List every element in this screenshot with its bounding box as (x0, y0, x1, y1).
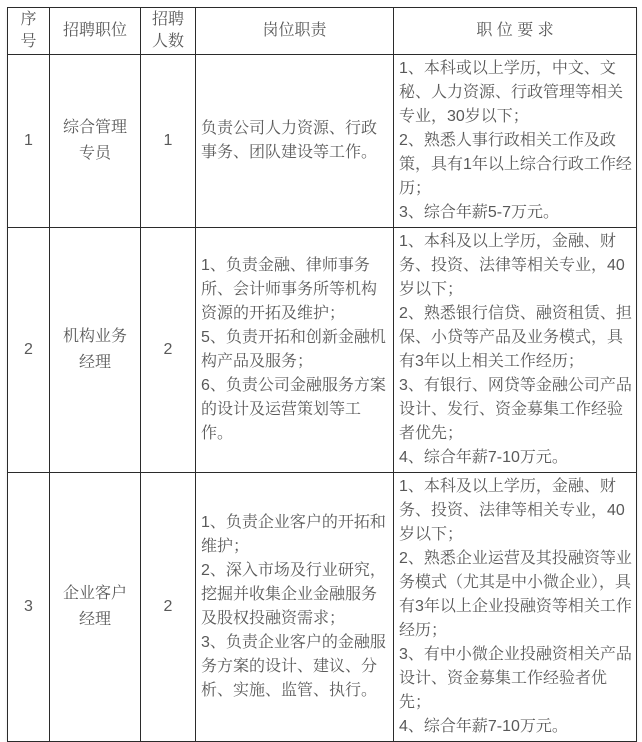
text-line: 3、有中小微企业投融资相关产品设计、资金募集工作经验者优先； (399, 646, 632, 711)
text-line: 2、熟悉企业运营及其投融资等业务模式（尤其是中小微企业），具有3年以上企业投融资等相关工作经历； (399, 550, 632, 639)
cell-duties (196, 55, 394, 228)
text-line: 2、深入市场及行业研究，挖掘并收集企业金融服务及股权投融资需求； (201, 562, 386, 627)
table-row (8, 473, 637, 742)
cell-row-number: 1 (8, 55, 50, 228)
text-line: 1、负责金融、律师事务所、会计师事务所等机构资源的开拓及维护； (201, 257, 378, 322)
text-line: 2、熟悉银行信贷、融资租赁、担保、小贷等产品及业务模式，具有3年以上相关工作经历； (399, 305, 632, 370)
cell-headcount: 1 (141, 55, 196, 228)
text-line: 1、本科及以上学历，金融、财务、投资、法律等相关专业，40岁以下； (399, 478, 625, 543)
text-line: 负责公司人力资源、行政事务、团队建设等工作。 (201, 120, 378, 161)
cell-duties (196, 228, 394, 473)
column-header-duties: 岗位职责 (196, 8, 394, 55)
table-header-row (8, 8, 637, 55)
text-line: 4、综合年薪7-10万元。 (399, 449, 568, 466)
column-header-headcount: 招聘 人数 (141, 8, 196, 55)
text-line: 3、综合年薪5-7万元。 (399, 204, 560, 221)
text-line: 6、负责公司金融服务方案的设计及运营策划等工作。 (201, 377, 386, 442)
text-line: 5、负责开拓和创新金融机构产品及服务； (201, 329, 386, 370)
cell-headcount: 2 (141, 228, 196, 473)
text-line: 3、负责企业客户的金融服务方案的设计、建议、分析、实施、监管、执行。 (201, 634, 386, 699)
text-line: 2、熟悉人事行政相关工作及政策，具有1年以上综合行政工作经历； (399, 132, 632, 197)
text-line: 3、有银行、网贷等金融公司产品设计、发行、资金募集工作经验者优先； (399, 377, 632, 442)
cell-requirements (394, 473, 637, 742)
cell-row-number: 3 (8, 473, 50, 742)
column-header-requirements: 职 位 要 求 (394, 8, 637, 55)
recruitment-table (7, 7, 637, 742)
column-header-position: 招聘职位 (50, 8, 141, 55)
cell-requirements (394, 228, 637, 473)
cell-row-number: 2 (8, 228, 50, 473)
text-line: 1、本科及以上学历，金融、财务、投资、法律等相关专业，40岁以下； (399, 233, 625, 298)
cell-requirements (394, 55, 637, 228)
table-row (8, 228, 637, 473)
column-header-no: 序 号 (8, 8, 50, 55)
cell-position-title: 机构业务 经理 (50, 228, 141, 473)
cell-position-title: 企业客户 经理 (50, 473, 141, 742)
cell-position-title: 综合管理 专员 (50, 55, 141, 228)
table-row (8, 55, 637, 228)
text-line: 4、综合年薪7-10万元。 (399, 718, 568, 735)
text-line: 1、本科或以上学历，中文、文秘、人力资源、行政管理等相关专业，30岁以下； (399, 60, 624, 125)
text-line: 1、负责企业客户的开拓和维护； (201, 514, 386, 555)
cell-duties (196, 473, 394, 742)
cell-headcount: 2 (141, 473, 196, 742)
